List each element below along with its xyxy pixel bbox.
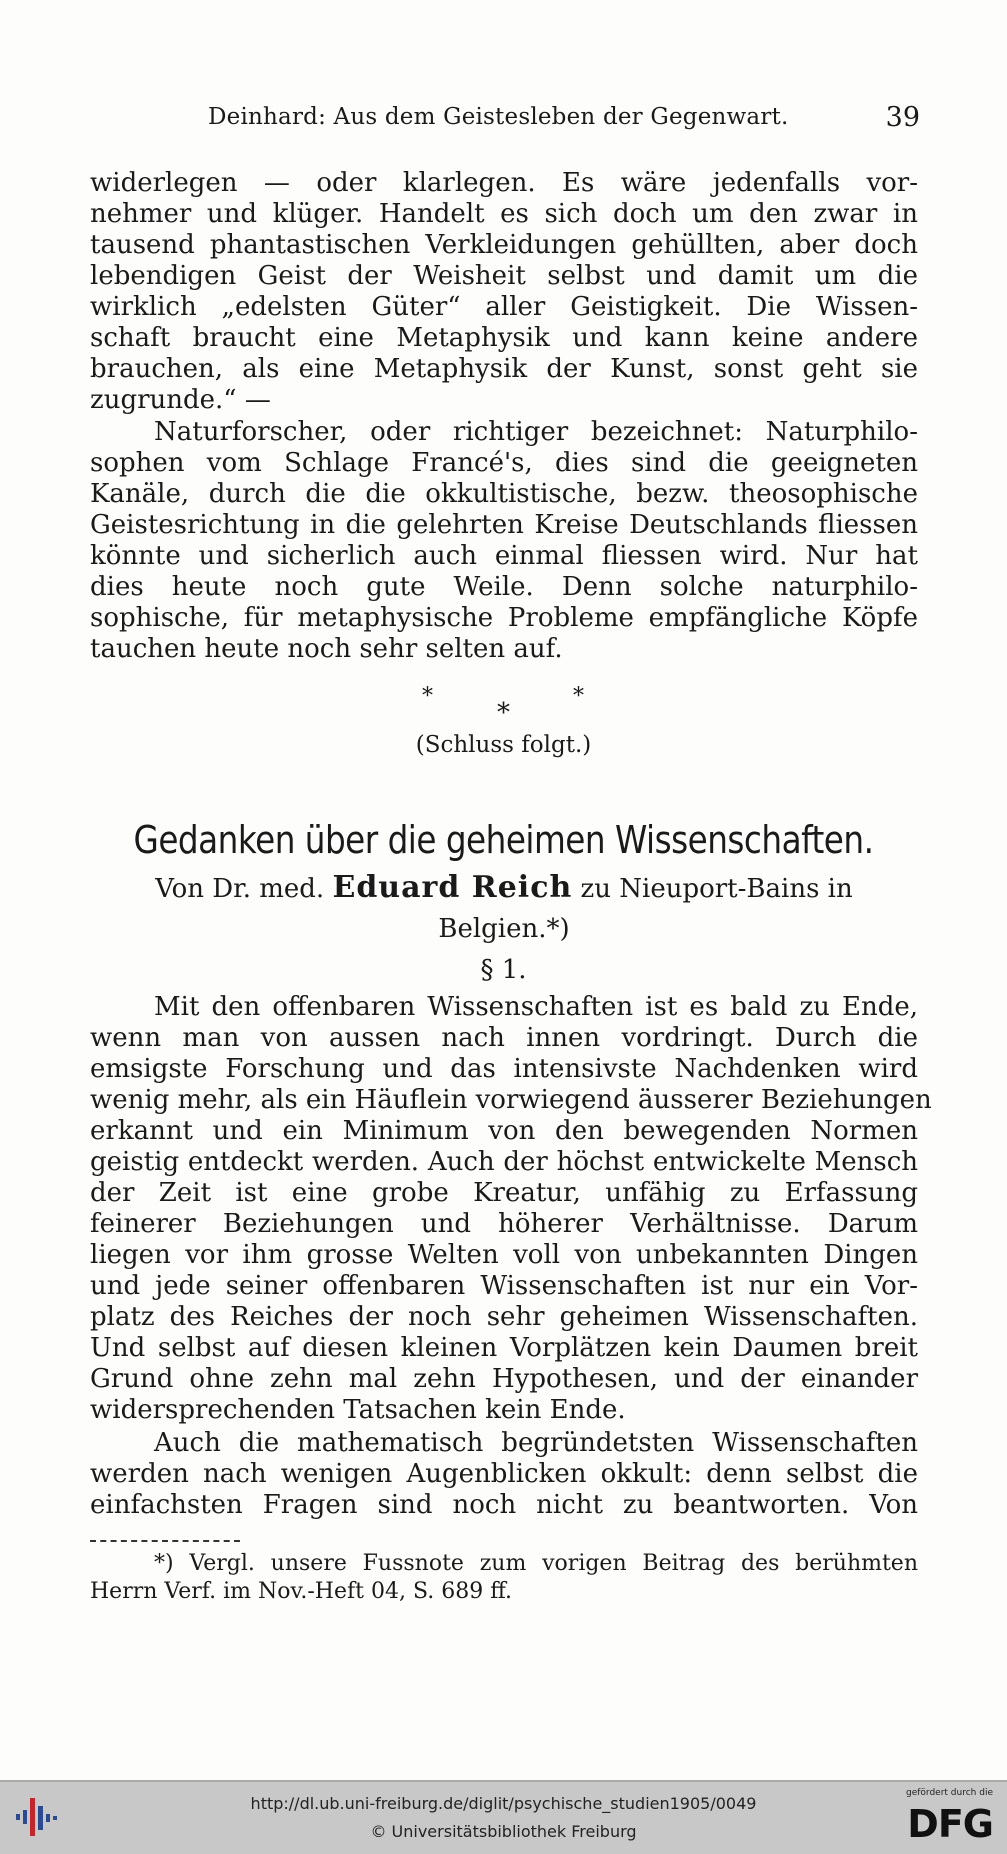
asterisk: * — [422, 684, 433, 709]
text-line: wenn man von aussen nach innen vordringt. Durch die — [90, 1023, 918, 1053]
text-line: nehmer und klüger. Handelt es sich doch um den zwar in — [90, 199, 918, 229]
viewer-footer — [0, 1780, 1007, 1854]
running-title: Deinhard: Aus dem Geistesleben der Gegenwart. — [208, 104, 789, 130]
asterisk: * — [573, 684, 584, 709]
text-line: Geistesrichtung in die gelehrten Kreise Deutschlands fliessen — [90, 510, 918, 540]
text-line: Grund ohne zehn mal zehn Hypothesen, und der einander — [90, 1364, 918, 1394]
text-line: schaft braucht eine Metaphysik und kann keine andere — [90, 323, 918, 353]
dfg-logo-icon: DFG — [907, 1802, 993, 1846]
page-number: 39 — [885, 102, 920, 133]
section-heading: § 1. — [480, 955, 527, 985]
section-1-paragraph-2 — [90, 1428, 918, 1521]
text-line: feinerer Beziehungen und höherer Verhältnisse. Darum — [90, 1209, 918, 1239]
footnote-line: Herrn Verf. im Nov.-Heft 04, S. 689 ff. — [90, 1579, 513, 1604]
text-line: Mit den offenbaren Wissenschaften ist es bald zu Ende, — [154, 992, 918, 1022]
running-head — [90, 104, 920, 140]
dfg-sponsor-logo — [883, 1788, 993, 1848]
text-line: erkannt und ein Minimum von den bewegenden Normen — [90, 1116, 918, 1146]
source-url-link[interactable]: http://dl.ub.uni-freiburg.de/diglit/psychische_studien1905/0049 — [250, 1794, 757, 1813]
text-line: wirklich „edelsten Güter“ aller Geistigkeit. Die Wissen- — [90, 292, 918, 322]
text-line: könnte und sicherlich auch einmal fliessen wird. Nur hat — [90, 541, 918, 571]
footnote-divider — [90, 1540, 240, 1542]
byline-prefix: Von Dr. med. — [155, 874, 325, 904]
text-line: der Zeit ist eine grobe Kreatur, unfähig zu Erfassung — [90, 1178, 918, 1208]
text-line: emsigste Forschung und das intensivste Nachdenken wird — [90, 1054, 918, 1084]
footnote-line: *) Vergl. unsere Fussnote zum vorigen Beitrag des berühmten — [154, 1551, 918, 1576]
text-line: werden nach wenigen Augenblicken okkult: denn selbst die — [90, 1459, 918, 1489]
text-line: widerlegen — oder klarlegen. Es wäre jedenfalls vor- — [90, 168, 918, 198]
text-line: liegen vor ihm grosse Welten voll von unbekannten Dingen — [90, 1240, 918, 1270]
byline — [90, 868, 918, 949]
text-line: brauchen, als eine Metaphysik der Kunst, sonst geht sie — [90, 354, 918, 384]
text-line: Und selbst auf diesen kleinen Vorplätzen kein Daumen breit — [90, 1333, 918, 1363]
author-name: Eduard Reich — [332, 870, 573, 905]
text-line: widersprechenden Tatsachen kein Ende. — [90, 1395, 626, 1425]
asterisk: * — [497, 698, 510, 728]
text-line: Naturforscher, oder richtiger bezeichnet: Naturphilo- — [154, 417, 918, 447]
text-line: platz des Reiches der noch sehr geheimen Wissenschaften. — [90, 1302, 918, 1332]
copyright-notice: © Universitätsbibliothek Freiburg — [370, 1822, 637, 1841]
text-line: Kanäle, durch die die okkultistische, bezw. theosophische — [90, 479, 918, 509]
intro-paragraph — [90, 168, 918, 416]
naturforscher-paragraph — [90, 417, 918, 665]
asterism-divider — [0, 684, 1007, 734]
text-line: sophen vom Schlage Francé's, dies sind die geeigneten — [90, 448, 918, 478]
text-line: einfachsten Fragen sind noch nicht zu beantworten. Von — [90, 1490, 918, 1520]
dfg-caption: gefördert durch die — [906, 1788, 993, 1798]
text-line: lebendigen Geist der Weisheit selbst und damit um die — [90, 261, 918, 291]
section-1-paragraph — [90, 992, 932, 1426]
text-line: zugrunde.“ — — [90, 385, 271, 415]
text-line: geistig entdeckt werden. Auch der höchst entwickelte Mensch — [90, 1147, 918, 1177]
text-line: wenig mehr, als ein Häuflein vorwiegend äusserer Beziehungen — [90, 1085, 932, 1115]
text-line: Auch die mathematisch begründetsten Wissenschaften — [154, 1428, 918, 1458]
to-be-continued: (Schluss folgt.) — [415, 732, 592, 758]
text-line: tausend phantastischen Verkleidungen gehüllten, aber doch — [90, 230, 918, 260]
article-title: Gedanken über die geheimen Wissenschaften. — [133, 818, 874, 862]
text-line: und jede seiner offenbaren Wissenschaften ist nur ein Vor- — [90, 1271, 918, 1301]
text-line: dies heute noch gute Weile. Denn solche naturphilo- — [90, 572, 918, 602]
text-line: sophische, für metaphysische Probleme empfängliche Köpfe — [90, 603, 918, 633]
footnote — [90, 1550, 918, 1606]
byline-suffix: zu Nieuport-Bains in Belgien.*) — [438, 874, 853, 944]
text-line: tauchen heute noch sehr selten auf. — [90, 634, 563, 664]
